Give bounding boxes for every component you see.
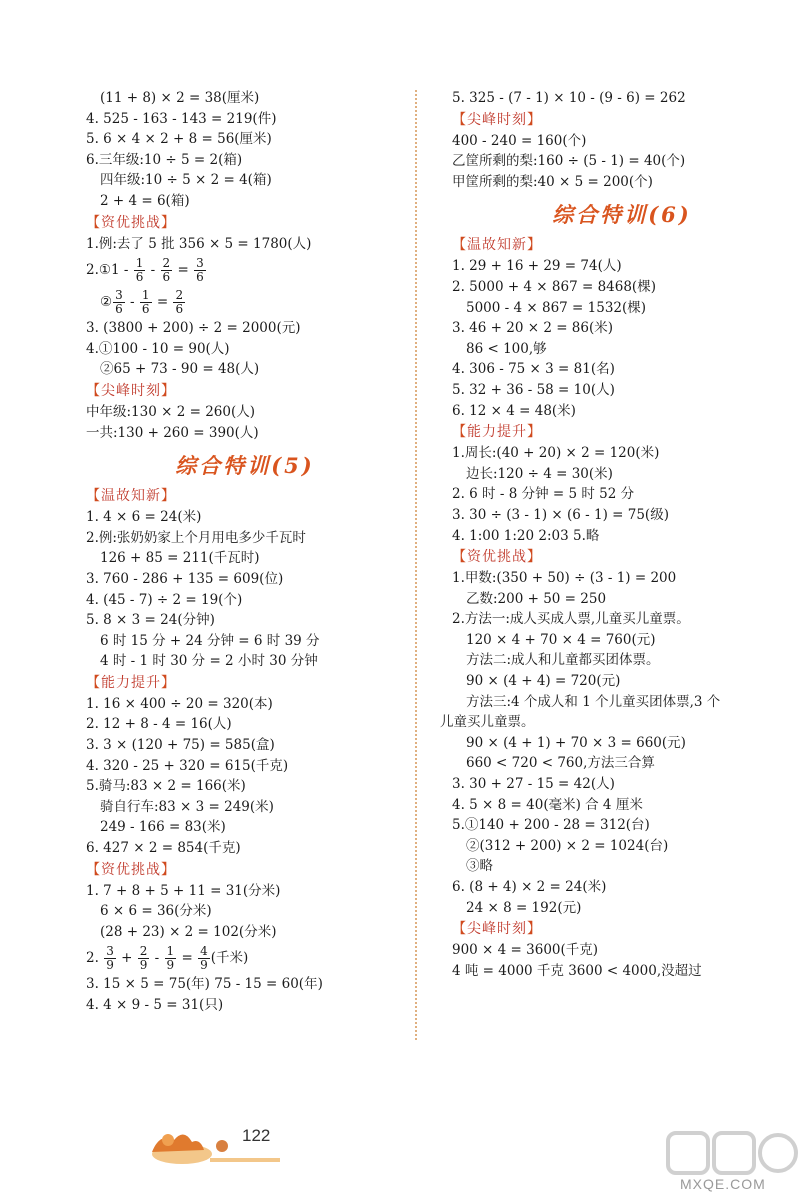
answer-line: 5. 32 + 36 - 58 = 10(人) xyxy=(452,381,615,398)
answer-line: 儿童买儿童票。 xyxy=(440,714,535,731)
answer-line: 400 - 240 = 160(个) xyxy=(452,132,587,149)
fraction: $\frac{1}{6}$ xyxy=(141,288,150,317)
answer-line: 660 < 720 < 760,方法三合算 xyxy=(466,755,655,772)
answer-line: 6. (8 + 4) × 2 = 24(米) xyxy=(452,879,607,895)
answer-line: 3. (3800 + 200) ÷ 2 = 2000(元) xyxy=(86,320,301,337)
answer-line: 3. 3 × (120 + 75) = 585(盒) xyxy=(86,737,275,754)
answer-line: 3. 46 + 20 × 2 = 86(米) xyxy=(452,320,614,337)
answer-line: 2. 6 时 - 8 分钟 = 5 时 52 分 xyxy=(452,486,635,503)
answer-line: 4. 320 - 25 + 320 = 615(千克) xyxy=(86,757,289,774)
answer-line: 方法三:4 个成人和 1 个儿童买团体票,3 个 xyxy=(466,693,721,710)
answer-line: 900 × 4 = 3600(千克) xyxy=(452,942,599,959)
answer-line: 1. 16 × 400 ÷ 20 = 320(本) xyxy=(86,695,273,712)
answer-line: 2. 5000 + 4 × 867 = 8468(棵) xyxy=(452,278,656,295)
page-number: 122 xyxy=(242,1126,271,1145)
fraction: $\frac{1}{9}$ xyxy=(166,944,175,973)
fraction: $\frac{3}{9}$ xyxy=(106,944,114,973)
answer-line: 1. 29 + 16 + 29 = 74(人) xyxy=(452,258,622,275)
answer-line: 4. 1:00 1:20 2:03 5.略 xyxy=(452,527,600,544)
answer-line: 乙数:200 + 50 = 250 xyxy=(466,590,607,607)
answer-line: 1. 4 × 6 = 24(米) xyxy=(86,509,202,526)
answer-line: 6. 12 × 4 = 48(米) xyxy=(452,402,576,419)
section-header: 【资优挑战】 xyxy=(86,214,176,231)
watermark-text: MXQE.COM xyxy=(680,1176,766,1192)
answer-line: 6. 427 × 2 = 854(千克) xyxy=(86,840,241,857)
answer-line: 中年级:130 × 2 = 260(人) xyxy=(86,403,255,420)
answer-line: 4. 4 × 9 - 5 = 31(只) xyxy=(86,997,224,1013)
answer-line: 乙筐所剩的梨:160 ÷ (5 - 1) = 40(个) xyxy=(452,153,686,170)
fraction: $\frac{3}{6}$ xyxy=(115,288,123,317)
fraction-line: 2.①1 - $\frac{1}{6}$ - $\frac{2}{6}$ = $\frac{3}{6}$ xyxy=(86,256,204,285)
chapter-title: 综合特训(5) xyxy=(175,453,315,479)
answer-line: 3. 760 - 286 + 135 = 609(位) xyxy=(86,570,284,587)
answer-line: 6 时 15 分 + 24 分钟 = 6 时 39 分 xyxy=(100,632,320,649)
fraction-line: 2. $\frac{3}{9}$ + $\frac{2}{9}$ - $\frac{1}{9}$ = $\frac{4}{9}$ (千米) xyxy=(86,944,249,973)
right-column xyxy=(440,88,792,981)
answer-line: 边长:120 ÷ 4 = 30(米) xyxy=(466,465,613,482)
fraction-line: ② $\frac{3}{6}$ - $\frac{1}{6}$ = $\frac{2}{6}$ xyxy=(100,288,184,317)
section-header: 【尖峰时刻】 xyxy=(86,382,176,399)
answer-line: 2.方法一:成人买成人票,儿童买儿童票。 xyxy=(452,611,690,628)
fraction: $\frac{3}{6}$ xyxy=(196,256,204,285)
answer-line: 90 × (4 + 4) = 720(元) xyxy=(466,673,621,690)
answer-line: 3. 30 + 27 - 15 = 42(人) xyxy=(452,776,615,793)
section-header: 【能力提升】 xyxy=(86,674,176,691)
fraction: $\frac{2}{9}$ xyxy=(139,944,148,973)
answer-line: 24 × 8 = 192(元) xyxy=(466,899,582,916)
answer-line: 4 时 - 1 时 30 分 = 2 小时 30 分钟 xyxy=(100,653,318,670)
answer-line: 4. 5 × 8 = 40(毫米) 合 4 厘米 xyxy=(452,796,643,813)
answer-line: 5. 8 × 3 = 24(分钟) xyxy=(86,612,215,629)
answer-line: (11 + 8) × 2 = 38(厘米) xyxy=(100,90,260,106)
answer-line: 骑自行车:83 × 3 = 249(米) xyxy=(100,798,274,815)
fraction: $\frac{2}{6}$ xyxy=(175,288,184,317)
chapter-title: 综合特训(6) xyxy=(552,202,692,228)
answer-line: 5.①140 + 200 - 28 = 312(台) xyxy=(452,817,650,834)
answer-line: 3. 15 × 5 = 75(年) 75 - 15 = 60(年) xyxy=(86,976,323,993)
answer-line: 5. 325 - (7 - 1) × 10 - (9 - 6) = 262 xyxy=(452,90,686,106)
section-header: 【温故知新】 xyxy=(452,237,542,254)
fraction: $\frac{1}{6}$ xyxy=(135,256,144,285)
section-header: 【资优挑战】 xyxy=(86,861,176,878)
answer-line: ③略 xyxy=(466,858,493,875)
answer-line: 86 < 100,够 xyxy=(466,340,547,357)
answer-line: 一共:130 + 260 = 390(人) xyxy=(86,424,259,441)
answer-line: 方法二:成人和儿童都买团体票。 xyxy=(466,652,660,669)
answer-line: 4. 306 - 75 × 3 = 81(名) xyxy=(452,361,615,378)
answer-line: 2 + 4 = 6(箱) xyxy=(100,192,190,209)
answer-line: 1.例:去了 5 批 356 × 5 = 1780(人) xyxy=(86,235,312,252)
answer-line: 甲筐所剩的梨:40 × 5 = 200(个) xyxy=(452,173,653,190)
answer-line: 2.例:张奶奶家上个月用电多少千瓦时 xyxy=(86,529,306,546)
section-header: 【能力提升】 xyxy=(452,424,542,441)
answer-line: 120 × 4 + 70 × 4 = 760(元) xyxy=(466,631,656,648)
answer-line: 4 吨 = 4000 千克 3600 < 4000,没超过 xyxy=(452,962,702,979)
section-header: 【资优挑战】 xyxy=(452,549,542,566)
answer-line: 6.三年级:10 ÷ 5 = 2(箱) xyxy=(86,151,243,168)
fraction: $\frac{4}{9}$ xyxy=(200,944,208,973)
answer-line: 249 - 166 = 83(米) xyxy=(100,819,226,836)
answer-line: 1.周长:(40 + 20) × 2 = 120(米) xyxy=(452,445,660,462)
section-header: 【温故知新】 xyxy=(86,488,176,505)
answer-line: (28 + 23) × 2 = 102(分米) xyxy=(100,923,277,940)
section-header: 【尖峰时刻】 xyxy=(452,921,542,938)
answer-line: 4. 525 - 163 - 143 = 219(件) xyxy=(86,110,277,127)
answer-line: 5000 - 4 × 867 = 1532(棵) xyxy=(466,299,647,316)
answer-line: 四年级:10 ÷ 5 × 2 = 4(箱) xyxy=(100,172,272,189)
left-column xyxy=(86,88,404,1016)
answer-line: 5.骑马:83 × 2 = 166(米) xyxy=(86,778,246,795)
answer-line: 90 × (4 + 1) + 70 × 3 = 660(元) xyxy=(466,734,686,751)
answer-line: 126 + 85 = 211(千瓦时) xyxy=(100,550,260,567)
answer-line: 4. (45 - 7) ÷ 2 = 19(个) xyxy=(86,591,243,608)
answer-line: 4.①100 - 10 = 90(人) xyxy=(86,340,230,357)
answer-line: 2. 12 + 8 - 4 = 16(人) xyxy=(86,716,232,733)
answer-line: 5. 6 × 4 × 2 + 8 = 56(厘米) xyxy=(86,131,272,148)
answer-line: 1. 7 + 8 + 5 + 11 = 31(分米) xyxy=(86,882,281,899)
answer-line: 1.甲数:(350 + 50) ÷ (3 - 1) = 200 xyxy=(452,570,677,587)
answer-line: ②(312 + 200) × 2 = 1024(台) xyxy=(466,837,669,854)
section-header: 【尖峰时刻】 xyxy=(452,111,542,128)
column-divider xyxy=(415,90,417,1040)
answer-line: 6 × 6 = 36(分米) xyxy=(100,903,212,920)
fraction: $\frac{2}{6}$ xyxy=(162,256,171,285)
answer-line: ②65 + 73 - 90 = 48(人) xyxy=(100,361,260,378)
answer-line: 3. 30 ÷ (3 - 1) × (6 - 1) = 75(级) xyxy=(452,506,669,523)
